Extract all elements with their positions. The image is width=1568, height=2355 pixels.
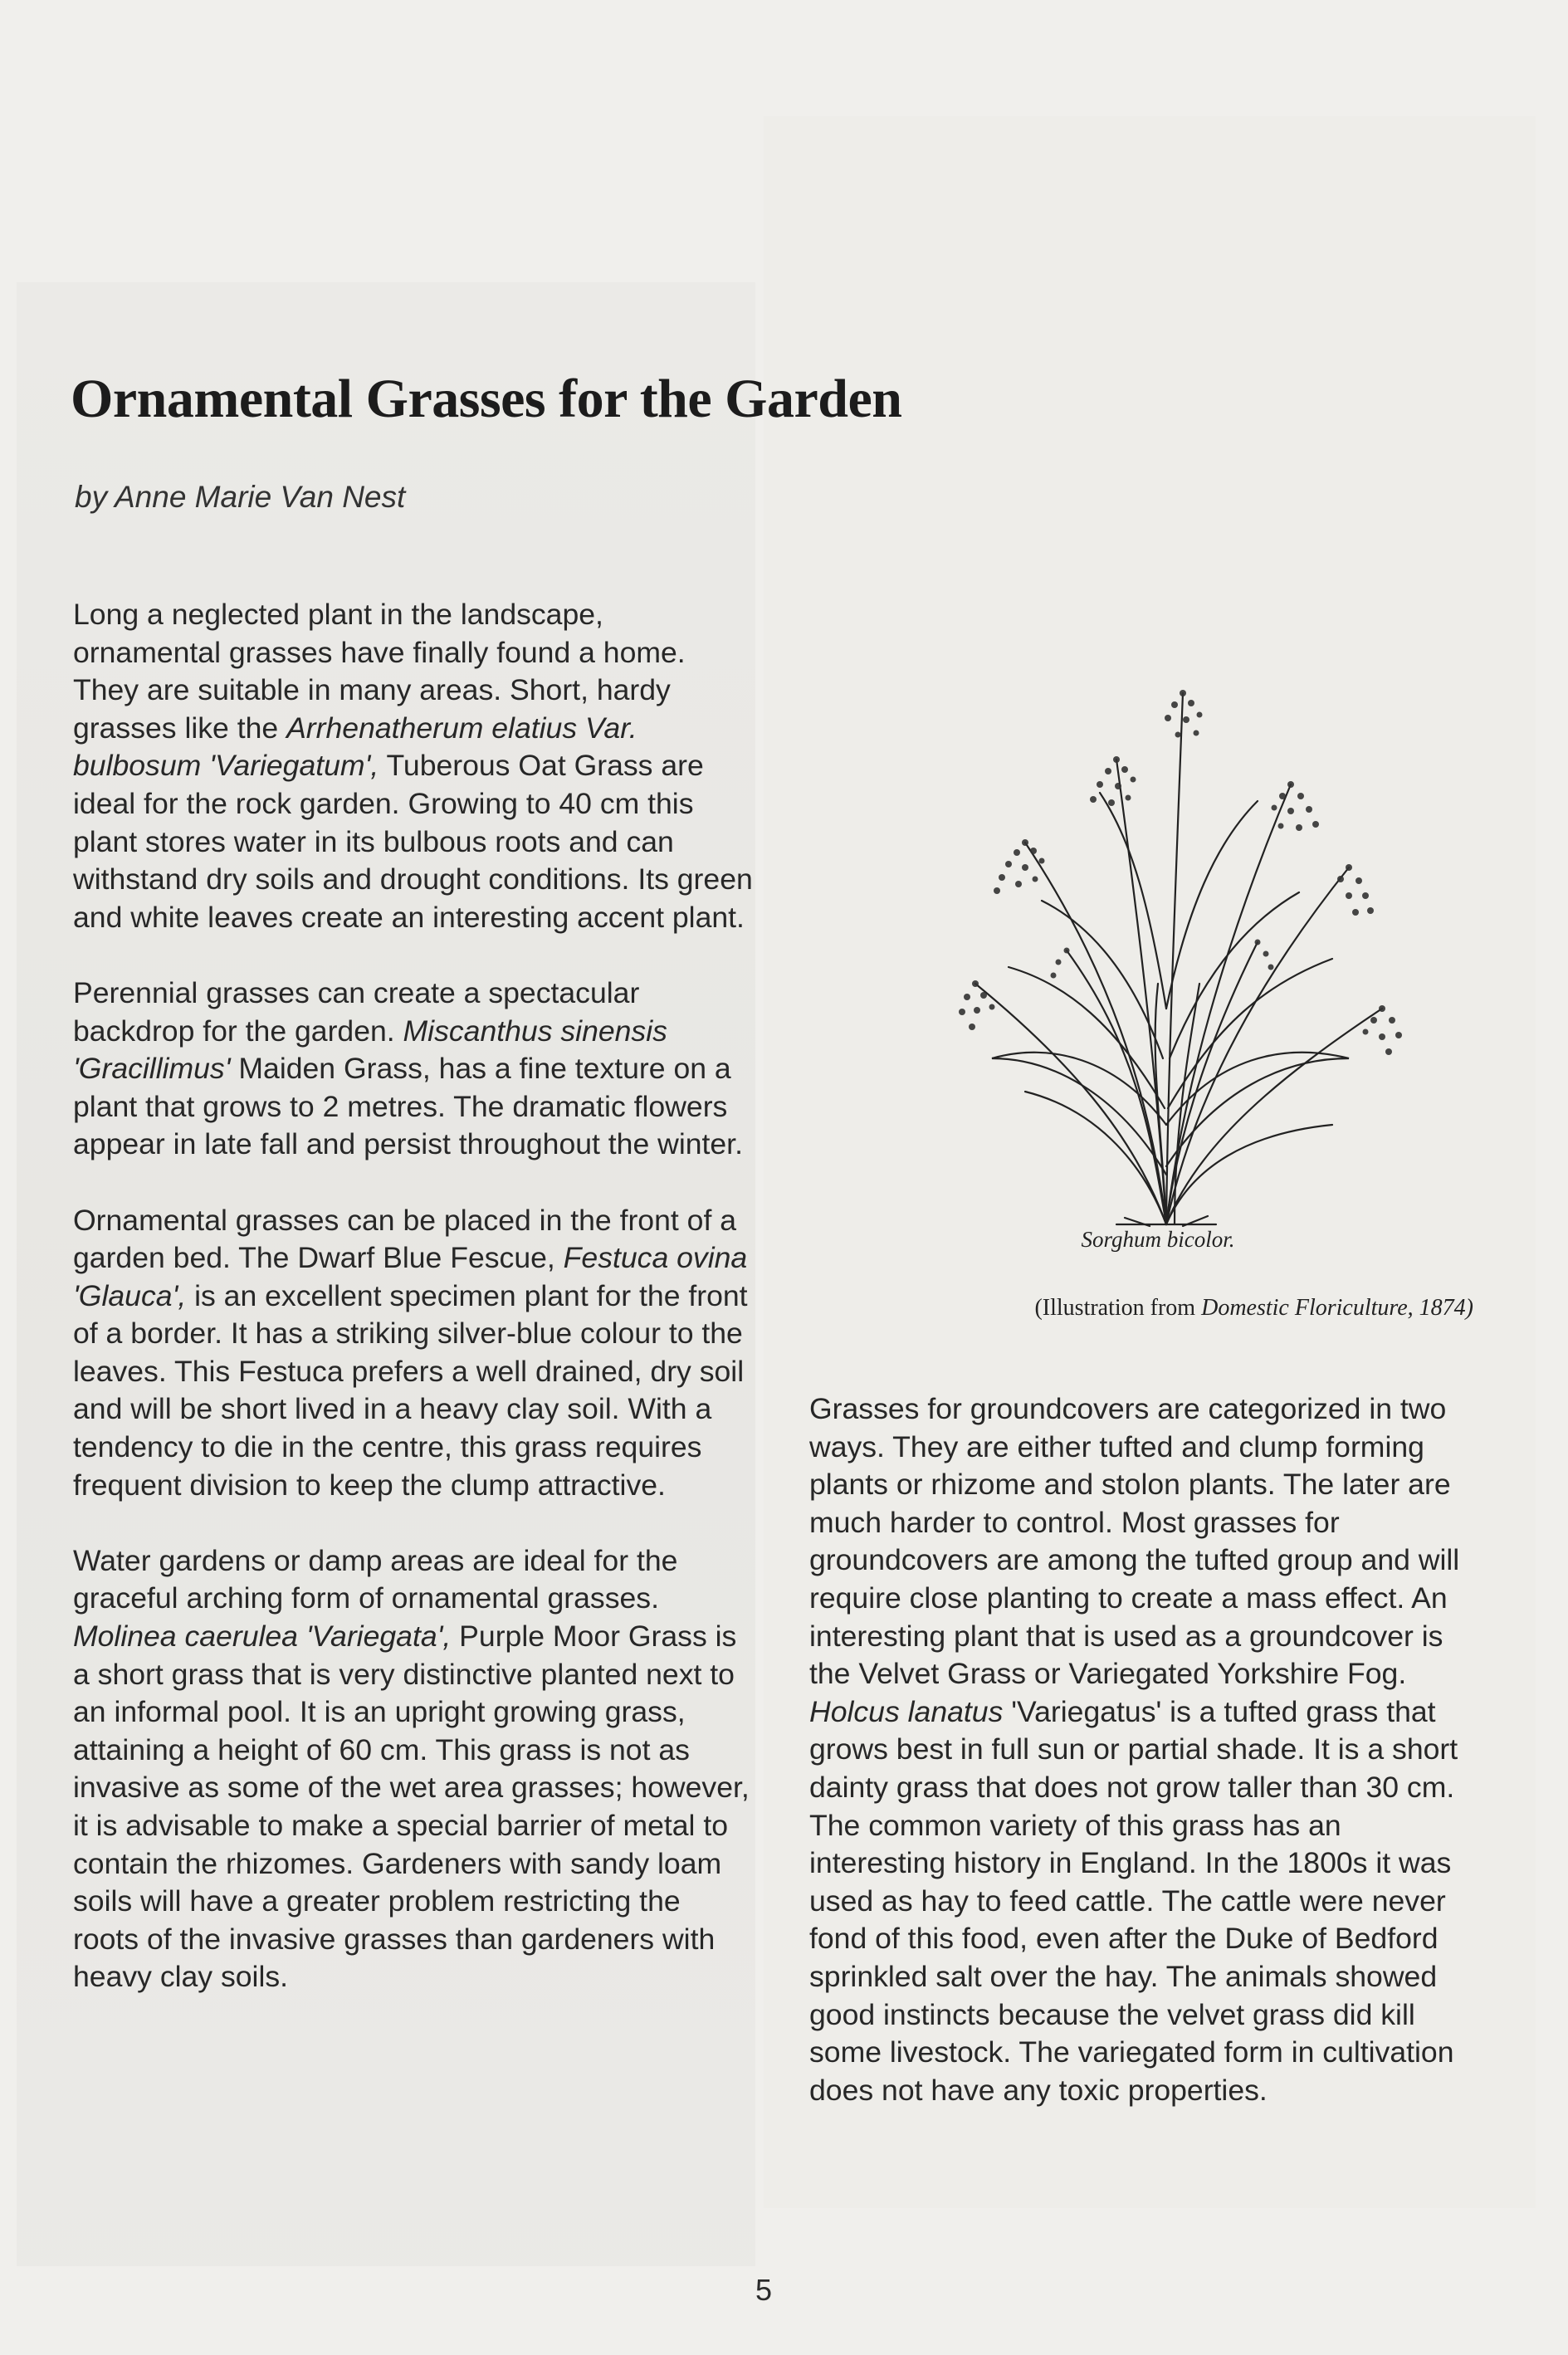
body-paragraph	[73, 975, 754, 1164]
illustration-caption	[909, 1295, 1473, 1322]
illustration-label: Sorghum bicolor.	[1081, 1227, 1235, 1252]
paragraph-text: Purple Moor Grass is a short grass that is very distinctive planted next to an informal pool. It is an upright growing grass, attaining a height of 60 cm. This grass is not as invasive as some of the wet area grasses; however, it is advisable to make a special barrier of metal to contain the rhizomes. Gardeners with sandy loam soils will have a greater problem restricting the roots of the invasive grasses than gardeners with heavy clay soils.	[73, 1620, 750, 1994]
body-paragraph	[73, 1542, 754, 1996]
body-paragraph	[809, 1390, 1473, 2109]
paragraph-text: Perennial grasses can create a spectacular backdrop for the garden.	[73, 975, 640, 1048]
left-column	[73, 596, 754, 2035]
species-name: Molinea caerulea 'Variegata',	[73, 1620, 452, 1654]
page-number: 5	[755, 2273, 773, 2307]
species-name: Arrhenatherum elatius Var. bulbosum 'Variegatum',	[73, 711, 637, 783]
paragraph-text: Grasses for groundcovers are categorized in two ways. They are either tufted and clump forming plants or rhizome and stolon plants. The later are much harder to control. Most grasses for groundcovers are among the tufted group and will require close planting to create a mass effect. An interesting plant that is used as a groundcover is the Velvet Grass or Variegated Yorkshire Fog.	[809, 1392, 1460, 1691]
species-name: Miscanthus sinensis 'Gracillimus'	[73, 1014, 667, 1086]
caption-prefix: (Illustration from	[1034, 1295, 1202, 1321]
sorghum-illustration	[901, 594, 1432, 1229]
paragraph-text: Water gardens or damp areas are ideal for the graceful arching form of ornamental grasses.	[73, 1543, 678, 1615]
paragraph-text: Maiden Grass, has a fine texture on a plant that grows to 2 metres. The dramatic flowers appear in late fall and persist throughout the winter.	[73, 1052, 743, 1161]
species-name: Festuca ovina 'Glauca',	[73, 1241, 748, 1312]
body-paragraph	[73, 596, 754, 936]
species-name: Holcus lanatus	[809, 1694, 1004, 1728]
body-paragraph	[73, 1202, 754, 1505]
article-title: Ornamental Grasses for the Garden	[71, 369, 902, 429]
caption-source: Domestic Floriculture, 1874)	[1201, 1295, 1473, 1321]
paragraph-text: Tuberous Oat Grass are ideal for the rock garden. Growing to 40 cm this plant stores water in its bulbous roots and can withstand dry soils and drought conditions. Its green and white leaves create an interesting accent plant.	[73, 749, 753, 934]
right-column	[809, 1390, 1473, 2147]
paragraph-text: is an excellent specimen plant for the front of a border. It has a striking silver-blue colour to the leaves. This Festuca prefers a well drained, dry soil and will be short lived in a heavy clay soil. With a tendency to die in the centre, this grass requires frequent division to keep the clump attractive.	[73, 1278, 748, 1502]
article-byline: by Anne Marie Van Nest	[75, 480, 406, 514]
paragraph-text: Long a neglected plant in the landscape, ornamental grasses have finally found a home. They are suitable in many areas. Short, hardy grasses like the	[73, 598, 686, 745]
paragraph-text: Ornamental grasses can be placed in the front of a garden bed. The Dwarf Blue Fescue,	[73, 1203, 736, 1275]
paragraph-text: 'Variegatus' is a tufted grass that grows best in full sun or partial shade. It is a short dainty grass that does not grow taller than 30 cm. The common variety of this grass has an interesting history in England. In the 1800s it was used as hay to feed cattle. The cattle were never fond of this food, even after the Duke of Bedford sprinkled salt over the hay. The animals showed good instincts because the velvet grass did kill some livestock. The variegated form in cultivation does not have any toxic properties.	[809, 1694, 1458, 2107]
